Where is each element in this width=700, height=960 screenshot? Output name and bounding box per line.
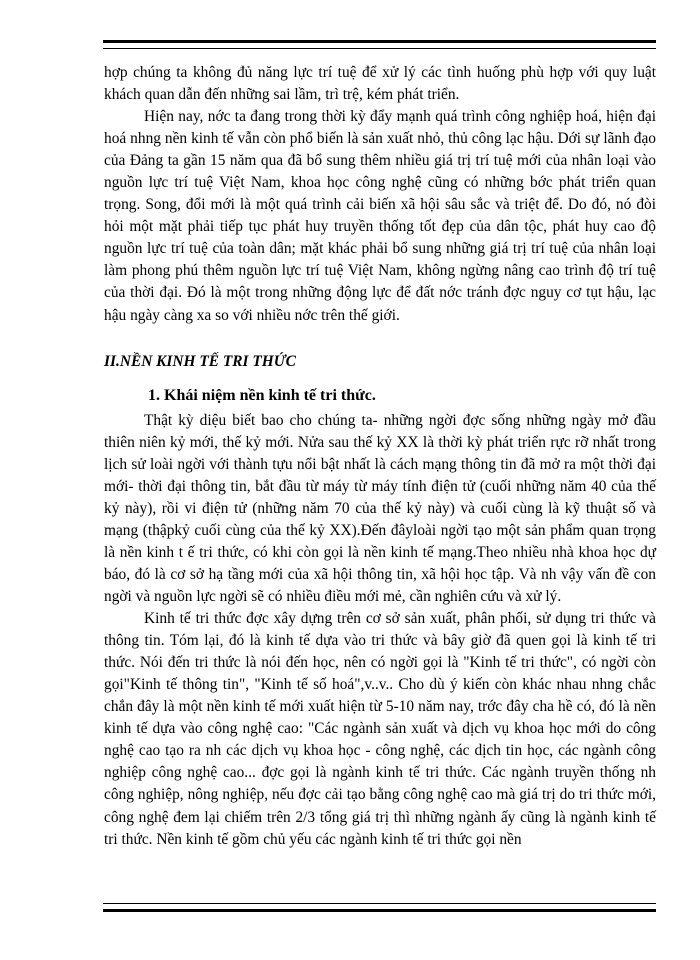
paragraph-current-situation: Hiện nay, nớc ta đang trong thời kỳ đẩy mạnh quá trình công nghiệp hoá, hiện đại hoá nhng nền kinh tế vẫn còn phổ biến là sản xuất nhỏ, thủ công lạc hậu. Dới sự lãnh đạo của Đảng ta gần 15 năm qua đã bổ sung thêm nhiều giá trị trí tuệ mới của nhân loại vào nguồn lực trí tuệ Việt Nam, khoa học công nghệ cũng có những bớc phát triển quan trọng. Song, đổi mới là một quá trình cải biến xã hội sâu sắc và triệt để. Do đó, nó đòi hỏi một mặt phải tiếp tục phát huy truyền thống tốt đẹp của dân tộc, phát huy cao độ nguồn lực trí tuệ của toàn dân; mặt khác phải bổ sung những giá trị trí tuệ của nhân loại làm phong phú thêm nguồn lực trí tuệ Việt Nam, không ngừng nâng cao trình độ trí tuệ của thời đại. Đó là một trong những động lực để đất nớc tránh đợc nguy cơ tụt hậu, lạc hậu ngày càng xa so với nhiều nớc trên thế giới. — [104, 108, 656, 324]
footer-rule — [103, 903, 656, 912]
page-body — [104, 62, 656, 851]
spacer — [104, 327, 656, 337]
sub-heading: 1. Khái niệm nền kinh tế tri thức. — [148, 386, 376, 404]
paragraph-history: Thật kỳ diệu biết bao cho chúng ta- những ngời đợc sống những ngày mở đầu thiên niên kỷ mới, thế kỷ mới. Nửa sau thế kỷ XX là thời kỳ phát triển rực rỡ nhất trong lịch sử loài ngời với thành tựu nổi bật nhất là cách mạng thông tin đã mở ra một thời đại mới- thời đại thông tin, bắt đầu từ máy từ máy tính điện tử (cuối những năm 40 của thế kỷ này), rồi vi điện tử (những năm 70 của thế kỷ này) và cuối cùng là kỹ thuật số và mạng (thậpkỷ cuối cùng của thế kỷ XX).Đến đâyloài ngời tạo một sản phẩm quan trọng là nền kinh t ế tri thức, có khi còn gọi là nền kinh tế mạng.Theo nhiều nhà khoa học dự báo, đó là cơ sở hạ tầng mới của xã hội thông tin, xã hội học tập. Và nh vậy vấn đề con ngời và nguồn lực ngời sẽ có nhiều điều mới mẻ, cần nghiên cứu và xử lý. — [104, 411, 656, 606]
header-rule — [103, 40, 656, 49]
paragraph-continuation: hợp chúng ta không đủ năng lực trí tuệ để xử lý các tình huống phù hợp với quy luật khách quan dẫn đến những sai lầm, trì trệ, kém phát triển. — [104, 64, 656, 104]
section-heading: II.NỀN KINH TẾ TRI THỨC — [104, 352, 296, 370]
paragraph-definition: Kinh tế tri thức đợc xây dựng trên cơ sở sản xuất, phân phối, sử dụng tri thức và thông tin. Tóm lại, đó là kinh tế dựa vào tri thức và bây giờ đã quen gọi là kinh tế tri thức. Nói đến tri thức là nói đến học, nên có ngời gọi là "Kinh tế tri thức", có ngời còn gọi"Kinh tế thông tin", "Kinh tế số hoá",v..v.. Cho dù ý kiến còn khác nhau nhng chắc chắn đây là một nền kinh tế mới xuất hiện từ 5-10 năm nay, trớc đây cha hề có, đó là nền kinh tế dựa vào công nghệ cao: "Các ngành sản xuất và dịch vụ khoa học mới do công nghệ cao tạo ra nh các dịch vụ khoa học - công nghệ, các dịch tin học, các ngành công nghiệp công nghệ cao... đợc gọi là ngành kinh tế tri thức. Các ngành truyền thống nh công nghiệp, nông nghiệp, nếu đợc cải tạo bằng công nghệ cao mà giá trị do tri thức mới, công nghệ đem lại chiếm trên 2/3 tổng giá trị thì những ngành ấy cũng là ngành kinh tế tri thức. Nền kinh tế gồm chủ yếu các ngành kinh tế tri thức gọi nền — [104, 610, 656, 848]
